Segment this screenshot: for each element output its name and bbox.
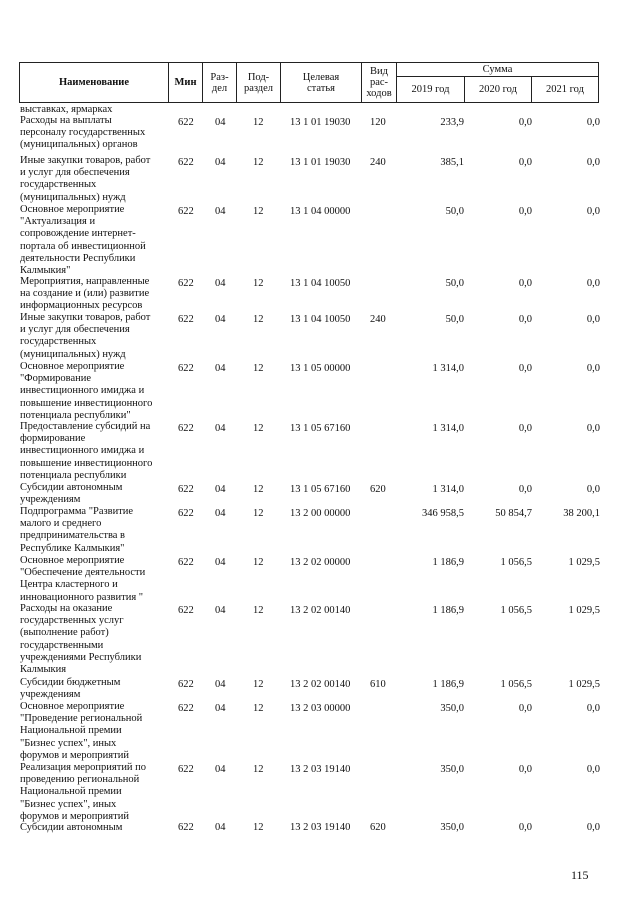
row-podrazdel: 12 bbox=[253, 157, 264, 168]
row-name: Субсидии автономным bbox=[20, 822, 123, 833]
row-sum-2019: 385,1 bbox=[440, 157, 464, 168]
table-row bbox=[0, 104, 640, 115]
row-name: Расходы на выплаты персоналу государственных (муниципальных) органов bbox=[20, 115, 146, 151]
row-min: 622 bbox=[178, 423, 194, 434]
row-podrazdel: 12 bbox=[253, 423, 264, 434]
table-row bbox=[0, 677, 640, 701]
row-podrazdel: 12 bbox=[253, 679, 264, 690]
row-sum-2019: 350,0 bbox=[440, 822, 464, 833]
row-sum-2019: 350,0 bbox=[440, 764, 464, 775]
row-podrazdel: 12 bbox=[253, 314, 264, 325]
table-row bbox=[0, 603, 640, 677]
row-name: Основное мероприятие "Актуализация и сопровождение интернет- портала об инвестиционной деятельности Республики Калмыкия" bbox=[20, 204, 146, 277]
row-sum-2021: 0,0 bbox=[586, 423, 600, 434]
row-razdel: 04 bbox=[215, 278, 226, 289]
row-celevaya: 13 1 04 10050 bbox=[290, 278, 351, 289]
row-min: 622 bbox=[178, 605, 194, 616]
row-name: Основное мероприятие "Формирование инвестиционного имиджа и повышение инвестиционного потенциала республики" bbox=[20, 361, 153, 421]
row-min: 622 bbox=[178, 363, 194, 374]
row-name: Иные закупки товаров, работ и услуг для обеспечения государственных (муниципальных) нужд bbox=[20, 312, 151, 360]
row-sum-2020: 50 854,7 bbox=[495, 508, 532, 519]
row-sum-2019: 1 186,9 bbox=[432, 605, 464, 616]
row-name: Иные закупки товаров, работ и услуг для обеспечения государственных (муниципальных) нужд bbox=[20, 155, 151, 203]
row-podrazdel: 12 bbox=[253, 822, 264, 833]
row-vid: 620 bbox=[370, 822, 386, 833]
row-vid: 610 bbox=[370, 679, 386, 690]
page-number: 115 bbox=[571, 868, 589, 882]
row-min: 622 bbox=[178, 508, 194, 519]
row-podrazdel: 12 bbox=[253, 117, 264, 128]
row-sum-2020: 0,0 bbox=[518, 423, 532, 434]
row-celevaya: 13 1 01 19030 bbox=[290, 117, 351, 128]
row-sum-2021: 38 200,1 bbox=[563, 508, 600, 519]
header-2019: 2019 год bbox=[396, 76, 465, 103]
row-razdel: 04 bbox=[215, 117, 226, 128]
table-row bbox=[0, 312, 640, 361]
row-celevaya: 13 1 05 67160 bbox=[290, 484, 351, 495]
row-sum-2020: 0,0 bbox=[518, 278, 532, 289]
row-podrazdel: 12 bbox=[253, 484, 264, 495]
row-podrazdel: 12 bbox=[253, 278, 264, 289]
row-sum-2019: 50,0 bbox=[445, 314, 464, 325]
row-vid: 240 bbox=[370, 314, 386, 325]
row-celevaya: 13 1 05 00000 bbox=[290, 363, 351, 374]
row-sum-2019: 233,9 bbox=[440, 117, 464, 128]
row-sum-2021: 1 029,5 bbox=[568, 605, 600, 616]
row-sum-2021: 0,0 bbox=[586, 314, 600, 325]
row-sum-2021: 1 029,5 bbox=[568, 557, 600, 568]
row-celevaya: 13 1 04 00000 bbox=[290, 206, 351, 217]
row-name: Подпрограмма "Развитие малого и среднего предпринимательства в Республике Калмыкия" bbox=[20, 506, 134, 554]
header-vid: Вид рас- ходов bbox=[361, 62, 397, 103]
row-celevaya: 13 2 02 00140 bbox=[290, 605, 351, 616]
row-celevaya: 13 2 03 19140 bbox=[290, 764, 351, 775]
row-sum-2021: 0,0 bbox=[586, 484, 600, 495]
row-sum-2019: 1 314,0 bbox=[432, 423, 464, 434]
header-name: Наименование bbox=[19, 62, 169, 103]
row-celevaya: 13 2 00 00000 bbox=[290, 508, 351, 519]
row-min: 622 bbox=[178, 157, 194, 168]
table-row bbox=[0, 701, 640, 762]
row-min: 622 bbox=[178, 278, 194, 289]
header-summa: Сумма bbox=[396, 62, 599, 77]
table-row bbox=[0, 204, 640, 276]
row-sum-2021: 0,0 bbox=[586, 822, 600, 833]
row-min: 622 bbox=[178, 703, 194, 714]
row-podrazdel: 12 bbox=[253, 764, 264, 775]
row-sum-2019: 50,0 bbox=[445, 278, 464, 289]
row-min: 622 bbox=[178, 314, 194, 325]
row-sum-2020: 1 056,5 bbox=[500, 605, 532, 616]
row-name: Мероприятия, направленные на создание и (или) развитие информационных ресурсов bbox=[20, 276, 150, 312]
row-sum-2021: 0,0 bbox=[586, 206, 600, 217]
row-min: 622 bbox=[178, 117, 194, 128]
table-row bbox=[0, 421, 640, 482]
table-row bbox=[0, 482, 640, 506]
table-body bbox=[0, 104, 640, 836]
row-sum-2019: 350,0 bbox=[440, 703, 464, 714]
row-razdel: 04 bbox=[215, 822, 226, 833]
row-sum-2021: 0,0 bbox=[586, 703, 600, 714]
row-sum-2021: 0,0 bbox=[586, 117, 600, 128]
row-razdel: 04 bbox=[215, 423, 226, 434]
row-sum-2021: 0,0 bbox=[586, 764, 600, 775]
row-celevaya: 13 2 03 19140 bbox=[290, 822, 351, 833]
row-podrazdel: 12 bbox=[253, 557, 264, 568]
row-podrazdel: 12 bbox=[253, 508, 264, 519]
row-sum-2021: 1 029,5 bbox=[568, 679, 600, 690]
row-sum-2020: 0,0 bbox=[518, 703, 532, 714]
row-podrazdel: 12 bbox=[253, 206, 264, 217]
row-celevaya: 13 2 03 00000 bbox=[290, 703, 351, 714]
header-2021: 2021 год bbox=[531, 76, 599, 103]
row-sum-2020: 0,0 bbox=[518, 117, 532, 128]
row-sum-2020: 0,0 bbox=[518, 822, 532, 833]
row-razdel: 04 bbox=[215, 703, 226, 714]
row-name: Основное мероприятие "Обеспечение деятельности Центра кластерного и инновационного развития " bbox=[20, 555, 146, 603]
row-sum-2019: 346 958,5 bbox=[422, 508, 464, 519]
row-sum-2021: 0,0 bbox=[586, 363, 600, 374]
row-vid: 620 bbox=[370, 484, 386, 495]
row-min: 622 bbox=[178, 822, 194, 833]
table-row bbox=[0, 115, 640, 155]
row-sum-2021: 0,0 bbox=[586, 278, 600, 289]
table-row bbox=[0, 506, 640, 555]
row-name: Реализация мероприятий по проведению региональной Национальной премии "Бизнес успех", иных форумов и мероприятий bbox=[20, 762, 147, 822]
row-min: 622 bbox=[178, 206, 194, 217]
row-min: 622 bbox=[178, 764, 194, 775]
row-razdel: 04 bbox=[215, 508, 226, 519]
row-sum-2019: 1 186,9 bbox=[432, 679, 464, 690]
table-row bbox=[0, 361, 640, 421]
row-vid: 240 bbox=[370, 157, 386, 168]
header-2020: 2020 год bbox=[464, 76, 532, 103]
row-podrazdel: 12 bbox=[253, 605, 264, 616]
table-row bbox=[0, 155, 640, 204]
row-razdel: 04 bbox=[215, 679, 226, 690]
row-razdel: 04 bbox=[215, 557, 226, 568]
row-sum-2019: 1 314,0 bbox=[432, 484, 464, 495]
row-sum-2020: 1 056,5 bbox=[500, 557, 532, 568]
row-sum-2020: 1 056,5 bbox=[500, 679, 532, 690]
row-razdel: 04 bbox=[215, 764, 226, 775]
row-celevaya: 13 1 04 10050 bbox=[290, 314, 351, 325]
header-razdel: Раз- дел bbox=[202, 62, 237, 103]
row-podrazdel: 12 bbox=[253, 703, 264, 714]
table-row bbox=[0, 276, 640, 312]
row-name: Расходы на оказание государственных услуг (выполнение работ) государственными учреждениями Республики Калмыкия bbox=[20, 603, 142, 676]
row-sum-2020: 0,0 bbox=[518, 484, 532, 495]
row-razdel: 04 bbox=[215, 314, 226, 325]
row-razdel: 04 bbox=[215, 363, 226, 374]
row-name: Субсидии автономным учреждениям bbox=[20, 482, 123, 506]
row-sum-2019: 50,0 bbox=[445, 206, 464, 217]
row-sum-2020: 0,0 bbox=[518, 157, 532, 168]
row-name: выставках, ярмарках bbox=[20, 104, 113, 115]
header-celevaya: Целевая статья bbox=[280, 62, 362, 103]
row-sum-2020: 0,0 bbox=[518, 363, 532, 374]
row-celevaya: 13 1 01 19030 bbox=[290, 157, 351, 168]
row-name: Предоставление субсидий на формирование инвестиционного имиджа и повышение инвестиционного потенциала республики bbox=[20, 421, 153, 481]
row-razdel: 04 bbox=[215, 605, 226, 616]
row-sum-2020: 0,0 bbox=[518, 314, 532, 325]
row-razdel: 04 bbox=[215, 157, 226, 168]
row-min: 622 bbox=[178, 484, 194, 495]
row-podrazdel: 12 bbox=[253, 363, 264, 374]
row-sum-2019: 1 314,0 bbox=[432, 363, 464, 374]
table-row bbox=[0, 555, 640, 603]
row-sum-2019: 1 186,9 bbox=[432, 557, 464, 568]
row-celevaya: 13 1 05 67160 bbox=[290, 423, 351, 434]
row-name: Основное мероприятие "Проведение региональной Национальной премии "Бизнес успех", иных форумов и мероприятий bbox=[20, 701, 143, 761]
row-celevaya: 13 2 02 00140 bbox=[290, 679, 351, 690]
row-celevaya: 13 2 02 00000 bbox=[290, 557, 351, 568]
header-min: Мин bbox=[168, 62, 203, 103]
row-razdel: 04 bbox=[215, 206, 226, 217]
row-name: Субсидии бюджетным учреждениям bbox=[20, 677, 121, 701]
row-vid: 120 bbox=[370, 117, 386, 128]
row-sum-2021: 0,0 bbox=[586, 157, 600, 168]
row-razdel: 04 bbox=[215, 484, 226, 495]
row-sum-2020: 0,0 bbox=[518, 764, 532, 775]
table-row bbox=[0, 822, 640, 836]
row-sum-2020: 0,0 bbox=[518, 206, 532, 217]
table-row bbox=[0, 762, 640, 822]
row-min: 622 bbox=[178, 557, 194, 568]
header-podrazdel: Под- раздел bbox=[236, 62, 281, 103]
row-min: 622 bbox=[178, 679, 194, 690]
